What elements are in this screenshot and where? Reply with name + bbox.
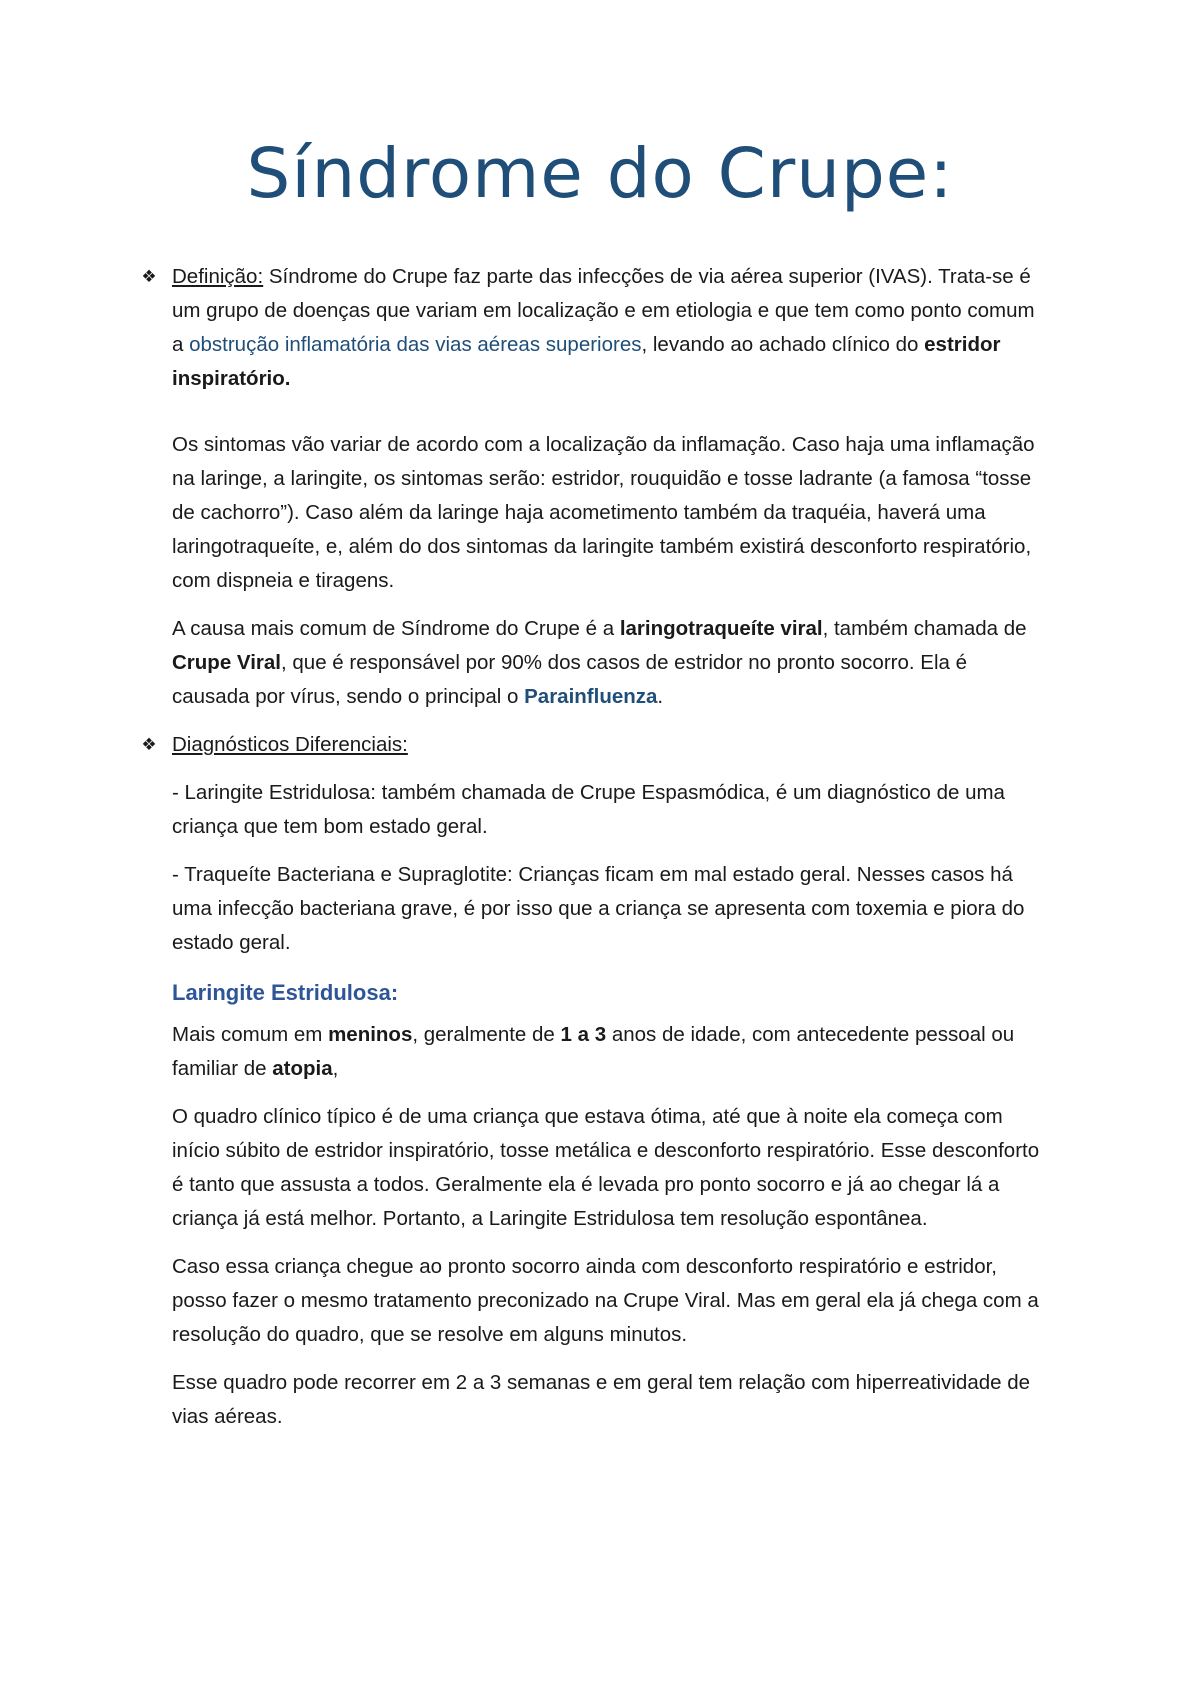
definition-section (141, 260, 1042, 396)
differential-label: Diagnósticos Diferenciais: (172, 733, 408, 756)
laringite-p1-text-4: , (332, 1057, 339, 1080)
laringite-paragraph-3: Caso essa criança chegue ao pronto socorro ainda com desconforto respiratório e estridor, posso fazer o mesmo tratamento preconizado na Crupe Viral. Mas em geral ela já chega com a resolução do quadro, que se resolve em alguns minutos. (172, 1255, 1039, 1346)
cause-bold-3: Parainfluenza (524, 685, 658, 708)
definition-paragraph (172, 260, 1042, 396)
differential-item-1: - Laringite Estridulosa: também chamada de Crupe Espasmódica, é um diagnóstico de uma criança que tem bom estado geral. (172, 781, 1005, 838)
laringite-p1-bold-3: atopia (272, 1057, 333, 1080)
definition-text-2: , levando ao achado clínico do (641, 333, 925, 356)
document-body (141, 260, 1042, 1434)
cause-paragraph (172, 612, 1042, 714)
laringite-p1-text-1: Mais comum em (172, 1023, 329, 1046)
definition-highlight: obstrução inflamatória das vias aéreas superiores (189, 333, 642, 356)
differential-item-2: - Traqueíte Bacteriana e Supraglotite: Crianças ficam em mal estado geral. Nesses casos há uma infecção bacteriana grave, é por isso que a criança se apresenta com toxemia e piora do estado geral. (172, 863, 1025, 954)
cause-text-3: , que é responsável por 90% dos casos de estridor no pronto socorro. Ela é causada por vírus, sendo o principal o (172, 651, 968, 708)
symptoms-paragraph: Os sintomas vão variar de acordo com a localização da inflamação. Caso haja uma inflamação na laringe, a laringite, os sintomas serão: estridor, rouquidão e tosse ladrante (a famosa “tosse de cachorro”). Caso além da laringe haja acometimento também da traquéia, haverá uma laringotraqueíte, e, além do dos sintomas da laringite também existirá desconforto respiratório, com dispneia e tiragens. (172, 433, 1035, 592)
four-diamond-bullet-icon: ❖ (141, 735, 157, 754)
laringite-paragraph-1 (172, 1018, 1042, 1086)
laringite-p1-text-3: anos de idade, com antecedente pessoal ou familiar de (172, 1023, 1015, 1080)
section-heading-laringite: Laringite Estridulosa: (172, 980, 399, 1005)
cause-text-1: A causa mais comum de Síndrome do Crupe é a (172, 617, 620, 640)
cause-bold-2: Crupe Viral (172, 651, 281, 674)
definition-text-1: Síndrome do Crupe faz parte das infecções de via aérea superior (IVAS). Trata-se é um grupo de doenças que variam em localização e em etiologia e que tem como ponto comum a (172, 265, 1035, 356)
cause-text-2: , também chamada de (822, 617, 1027, 640)
laringite-p1-bold-1: meninos (328, 1023, 413, 1046)
differential-section (141, 728, 1042, 762)
definition-bold: estridor inspiratório. (172, 333, 1001, 390)
page-title: Síndrome do Crupe: (246, 134, 954, 214)
definition-label: Definição: (172, 265, 264, 288)
laringite-p1-text-2: , geralmente de (412, 1023, 561, 1046)
four-diamond-bullet-icon: ❖ (141, 267, 157, 286)
cause-bold-1: laringotraqueíte viral (619, 617, 823, 640)
laringite-p1-bold-2: 1 a 3 (560, 1023, 607, 1046)
cause-text-4: . (657, 685, 664, 708)
laringite-paragraph-2: O quadro clínico típico é de uma criança que estava ótima, até que à noite ela começa com início súbito de estridor inspiratório, tosse metálica e desconforto respiratório. Esse desconforto é tanto que assusta a todos. Geralmente ela é levada pro ponto socorro e já ao chegar lá a criança já está melhor. Portanto, a Laringite Estridulosa tem resolução espontânea. (172, 1105, 1040, 1230)
laringite-paragraph-4: Esse quadro pode recorrer em 2 a 3 semanas e em geral tem relação com hiperreatividade de vias aéreas. (172, 1371, 1031, 1428)
